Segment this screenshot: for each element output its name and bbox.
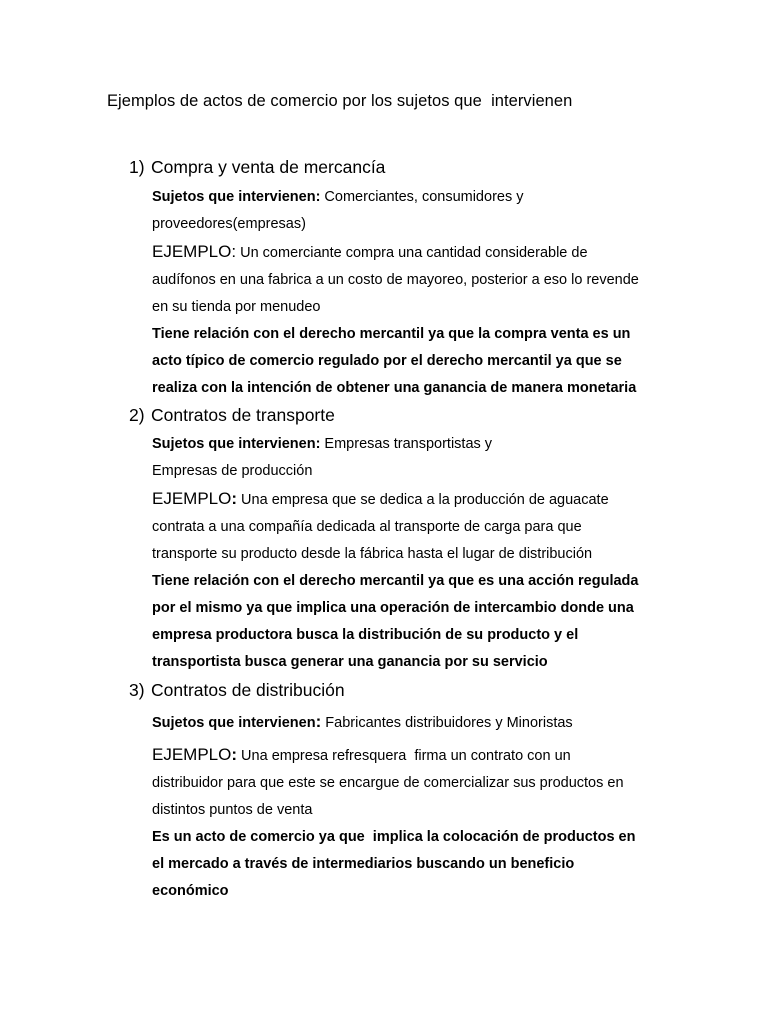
- subjects-paragraph: [152, 184, 672, 238]
- section-heading-text: Contratos de transporte: [151, 405, 335, 425]
- relation-paragraph: [152, 321, 672, 402]
- section-heading: [129, 677, 689, 703]
- subjects-text: Comerciantes, consumidores y: [320, 189, 524, 205]
- subjects-text: proveedores(empresas): [152, 216, 306, 232]
- section-distribucion: [129, 677, 689, 905]
- subjects-text: Empresas de producción: [152, 463, 313, 479]
- example-text: en su tienda por menudeo: [152, 299, 321, 315]
- example-paragraph: [152, 741, 672, 824]
- section-number: 1): [129, 157, 145, 177]
- example-colon: :: [231, 489, 238, 508]
- section-transporte: [129, 402, 689, 676]
- example-text: transporte su producto desde la fábrica hasta el lugar de distribución: [152, 546, 593, 562]
- subjects-paragraph: [152, 708, 672, 737]
- relation-text: por el mismo ya que implica una operación de intercambio donde una: [152, 600, 634, 616]
- relation-text: Tiene relación con el derecho mercantil ya que es una acción regulada: [152, 573, 639, 589]
- example-text: contrata a una compañía dedicada al transporte de carga para que: [152, 519, 582, 535]
- example-text: audífonos en una fabrica a un costo de mayoreo, posterior a eso lo revende: [152, 272, 639, 288]
- section-heading-text: Contratos de distribución: [151, 680, 345, 700]
- subjects-label: Sujetos que intervienen:: [152, 189, 321, 205]
- subjects-paragraph: [152, 431, 672, 485]
- relation-paragraph: [152, 824, 672, 905]
- example-label: EJEMPLO: [152, 242, 232, 261]
- example-text: distribuidor para que este se encargue de comercializar sus productos en: [152, 775, 624, 791]
- example-paragraph: [152, 238, 672, 321]
- section-heading-text: Compra y venta de mercancía: [151, 157, 386, 177]
- example-text: distintos puntos de venta: [152, 802, 313, 818]
- relation-text: económico: [152, 883, 229, 899]
- relation-text: el mercado a través de intermediarios buscando un beneficio: [152, 856, 575, 872]
- example-text: Una empresa que se dedica a la producción de aguacate: [237, 492, 609, 508]
- example-colon: :: [231, 745, 238, 764]
- relation-text: acto típico de comercio regulado por el derecho mercantil ya que se: [152, 353, 622, 369]
- example-text: Una empresa refresquera firma un contrato con un: [237, 748, 571, 764]
- section-heading: [129, 402, 689, 428]
- relation-text: realiza con la intención de obtener una ganancia de manera monetaria: [152, 380, 637, 396]
- relation-text: Tiene relación con el derecho mercantil ya que la compra venta es un: [152, 326, 631, 342]
- section-number: 3): [129, 680, 145, 700]
- example-label: EJEMPLO: [152, 745, 232, 764]
- subjects-text: Empresas transportistas y: [320, 436, 493, 452]
- example-text: Un comerciante compra una cantidad considerable de: [236, 245, 588, 261]
- section-compra-venta: [129, 154, 689, 402]
- example-colon: :: [231, 242, 237, 261]
- section-heading: [129, 154, 689, 180]
- relation-text: empresa productora busca la distribución de su producto y el: [152, 627, 579, 643]
- subjects-label: Sujetos que intervienen:: [152, 436, 321, 452]
- subjects-label: Sujetos que intervienen: [152, 715, 316, 731]
- subjects-colon: :: [315, 712, 322, 731]
- relation-paragraph: [152, 568, 672, 676]
- example-label: EJEMPLO: [152, 489, 232, 508]
- subjects-text: Fabricantes distribuidores y Minoristas: [321, 715, 573, 731]
- section-number: 2): [129, 405, 145, 425]
- example-paragraph: [152, 485, 672, 568]
- relation-text: transportista busca generar una ganancia por su servicio: [152, 654, 548, 670]
- relation-text: Es un acto de comercio ya que implica la colocación de productos en: [152, 829, 636, 845]
- document-title: Ejemplos de actos de comercio por los sujetos que intervienen: [107, 92, 573, 110]
